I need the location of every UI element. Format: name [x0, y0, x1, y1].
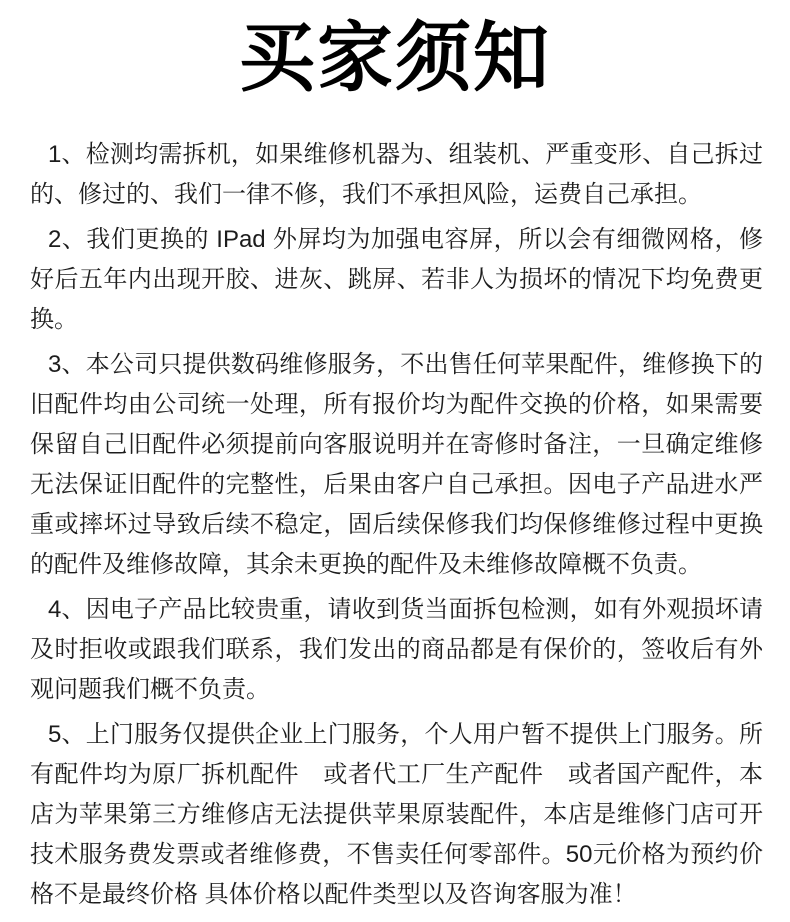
- notice-paragraph-3: 3、本公司只提供数码维修服务，不出售任何苹果配件，维修换下的旧配件均由公司统一处理，所有报价均为配件交换的价格，如果需要保留自己旧配件必须提前向客服说明并在寄修时备注，一旦确定维修无法保证旧配件的完整性，后果由客户自己承担。因电子产品进水严重或摔坏过导致后续不稳定，固后续保修我们均保修维修过程中更换的配件及维修故障，其余未更换的配件及未维修故障概不负责。: [30, 351, 763, 579]
- notice-paragraph-5: 5、上门服务仅提供企业上门服务，个人用户暂不提供上门服务。所有配件均为原厂拆机配件 或者代工厂生产配件 或者国产配件，本店为苹果第三方维修店无法提供苹果原装配件，本店是维修门店可开技术服务费发票或者维修费，不售卖任何零部件。50元价格为预约价格不是最终价格 具体价格以配件类型以及咨询客服为准！: [30, 721, 763, 909]
- notice-paragraph-2: 2、我们更换的 IPad 外屏均为加强电容屏，所以会有细微网格，修好后五年内出现开胶、进灰、跳屏、若非人为损坏的情况下均免费更换。: [30, 226, 763, 334]
- notice-body: [0, 135, 790, 915]
- page-title: 买家须知: [239, 17, 551, 101]
- notice-paragraph-1: 1、检测均需拆机，如果维修机器为、组装机、严重变形、自己拆过的、修过的、我们一律不修，我们不承担风险，运费自己承担。: [30, 141, 763, 209]
- notice-paragraph-4: 4、因电子产品比较贵重，请收到货当面拆包检测，如有外观损坏请及时拒收或跟我们联系，我们发出的商品都是有保价的，签收后有外观问题我们概不负责。: [30, 596, 763, 704]
